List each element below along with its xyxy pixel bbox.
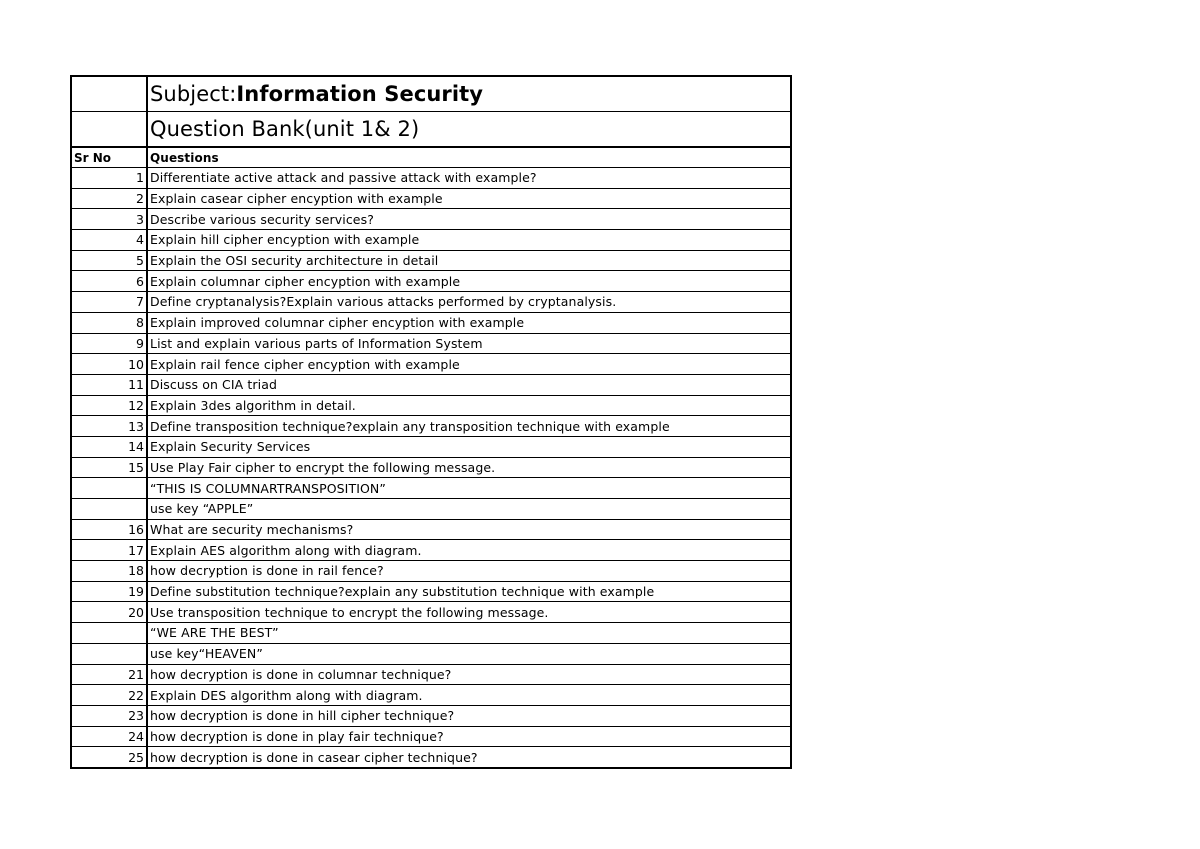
serial-number-cell: 6 [72,271,147,292]
question-bank-sheet [70,75,792,769]
table-row [72,312,790,333]
serial-number-cell: 22 [72,685,147,706]
table-row [72,416,790,437]
table-row [72,250,790,271]
serial-number-cell: 8 [72,312,147,333]
serial-number-cell: 10 [72,354,147,375]
question-cell: Differentiate active attack and passive attack with example? [147,168,790,189]
table-row [72,478,790,499]
table-row [72,436,790,457]
question-table [72,77,790,767]
table-row [72,230,790,251]
serial-number-cell [72,478,147,499]
question-cell: Explain improved columnar cipher encyption with example [147,312,790,333]
table-row [72,643,790,664]
table-row [72,457,790,478]
subject-prefix: Subject: [150,82,237,106]
serial-number-cell: 13 [72,416,147,437]
table-row [72,519,790,540]
table-row [72,499,790,520]
table-row [72,602,790,623]
table-row [72,168,790,189]
question-cell: Explain casear cipher encyption with example [147,188,790,209]
question-cell: What are security mechanisms? [147,519,790,540]
subject-name: Information Security [236,82,484,106]
question-cell: Use transposition technique to encrypt the following message. [147,602,790,623]
serial-number-cell: 18 [72,561,147,582]
table-row [72,374,790,395]
table-row [72,395,790,416]
serial-number-cell: 14 [72,436,147,457]
question-cell: how decryption is done in casear cipher technique? [147,747,790,767]
subject-title [147,77,790,112]
serial-number-cell: 7 [72,292,147,313]
question-cell: Define cryptanalysis?Explain various attacks performed by cryptanalysis. [147,292,790,313]
question-cell: use key“HEAVEN” [147,643,790,664]
column-header-row [72,147,790,168]
serial-number-cell: 12 [72,395,147,416]
question-cell: Explain Security Services [147,436,790,457]
question-cell: Explain AES algorithm along with diagram. [147,540,790,561]
question-cell: use key “APPLE” [147,499,790,520]
serial-number-cell: 2 [72,188,147,209]
question-cell: Explain 3des algorithm in detail. [147,395,790,416]
serial-number-cell: 16 [72,519,147,540]
serial-number-cell: 15 [72,457,147,478]
serial-number-cell: 20 [72,602,147,623]
serial-number-cell: 21 [72,664,147,685]
serial-number-cell: 24 [72,726,147,747]
question-cell: Define substitution technique?explain any substitution technique with example [147,581,790,602]
question-cell: Explain rail fence cipher encyption with example [147,354,790,375]
question-cell: List and explain various parts of Information System [147,333,790,354]
question-cell: how decryption is done in columnar technique? [147,664,790,685]
serial-number-cell: 11 [72,374,147,395]
table-row [72,581,790,602]
serial-number-cell: 5 [72,250,147,271]
serial-number-cell [72,499,147,520]
question-cell: Explain DES algorithm along with diagram. [147,685,790,706]
question-cell: how decryption is done in play fair technique? [147,726,790,747]
table-row [72,292,790,313]
question-cell: Explain hill cipher encyption with example [147,230,790,251]
question-cell: “THIS IS COLUMNARTRANSPOSITION” [147,478,790,499]
question-cell: Use Play Fair cipher to encrypt the following message. [147,457,790,478]
serial-number-cell: 3 [72,209,147,230]
table-row [72,188,790,209]
serial-number-cell [72,643,147,664]
table-row [72,333,790,354]
serial-number-cell: 1 [72,168,147,189]
serial-number-cell: 17 [72,540,147,561]
question-cell: Explain the OSI security architecture in detail [147,250,790,271]
table-row [72,271,790,292]
table-row [72,623,790,644]
question-cell: how decryption is done in rail fence? [147,561,790,582]
serial-number-cell: 23 [72,705,147,726]
table-row [72,685,790,706]
column-header-questions: Questions [147,147,790,168]
subject-row [72,77,790,112]
page-subtitle: Question Bank(unit 1& 2) [147,112,790,148]
question-cell: how decryption is done in hill cipher technique? [147,705,790,726]
serial-number-cell: 19 [72,581,147,602]
question-cell: Explain columnar cipher encyption with example [147,271,790,292]
question-cell: “WE ARE THE BEST” [147,623,790,644]
table-row [72,209,790,230]
question-cell: Discuss on CIA triad [147,374,790,395]
column-header-sr-no: Sr No [72,147,147,168]
question-table-body [72,77,790,767]
question-cell: Describe various security services? [147,209,790,230]
table-row [72,705,790,726]
serial-number-cell: 9 [72,333,147,354]
table-row [72,561,790,582]
serial-number-cell [72,623,147,644]
table-row [72,726,790,747]
serial-number-cell: 4 [72,230,147,251]
subject-row-blank-cell [72,77,147,112]
question-cell: Define transposition technique?explain any transposition technique with example [147,416,790,437]
table-row [72,540,790,561]
subtitle-row-blank-cell [72,112,147,148]
table-row [72,747,790,767]
subtitle-row [72,112,790,148]
table-row [72,664,790,685]
table-row [72,354,790,375]
serial-number-cell: 25 [72,747,147,767]
